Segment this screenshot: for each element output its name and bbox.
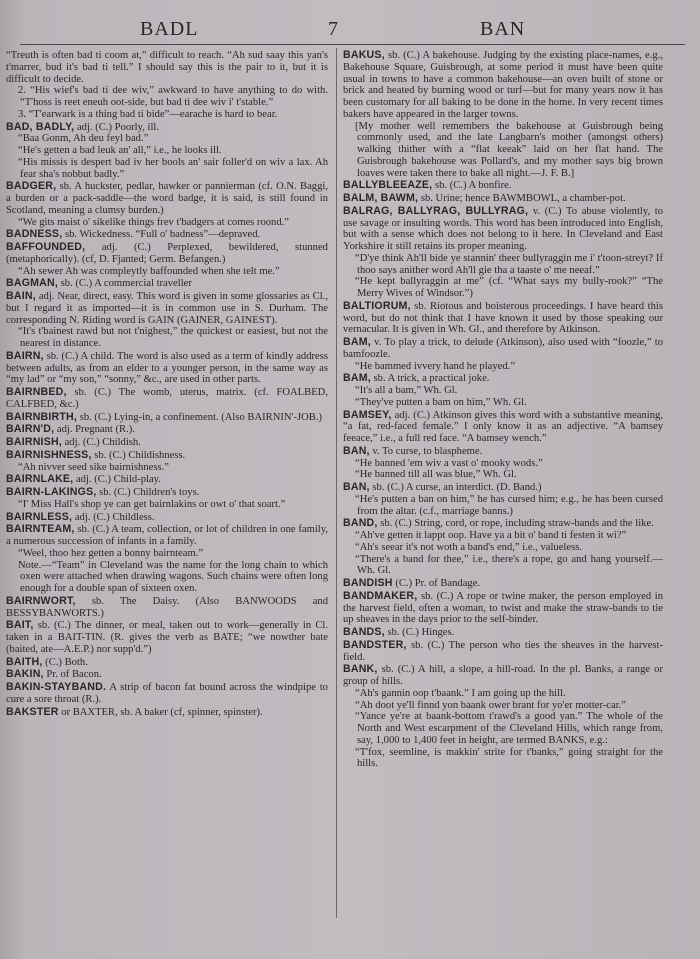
entry-definition: sb. (C.) A bonfire.	[434, 180, 512, 192]
entry-definition: sb. (C.) A rope or twine maker, the person employed in the harvest field, often a woman, to twist and make the straw-bands to tie up sheaves in the days prior to the self-binder.	[343, 590, 663, 626]
dictionary-entry	[6, 229, 328, 241]
entry-first-line	[6, 424, 328, 436]
entry-first-line	[6, 657, 328, 669]
dictionary-entry	[343, 446, 663, 481]
entry-headword: BAIRNISHNESS,	[6, 448, 92, 461]
entry-example: “There's a band for thee,” i.e., there's a rope, go and hang yourself.—Wh. Gl.	[355, 553, 663, 577]
entry-definition: sb. (C.) The dinner, or meal, taken out to work—generally in Cl. taken in a BAIT-TIN. (R. gives the verb as BATE; “we nowther bate (baited, ate—A.E.P.) nor supp'd.”)	[6, 620, 328, 655]
dictionary-entry	[6, 412, 328, 424]
dictionary-entry	[6, 291, 328, 350]
entry-headword: BADGER,	[6, 180, 57, 193]
page-number: 7	[328, 18, 338, 40]
entry-definition: sb. Urine; hence BAWMBOWL, a chamber-pot.	[420, 193, 626, 204]
dictionary-entry	[6, 657, 328, 669]
entry-definition: adj. (C.) Child-play.	[75, 474, 161, 486]
entry-first-line	[343, 591, 663, 626]
entry-definition: sb. The Daisy. (Also BANWOODS and BESSYBANWORTS.)	[6, 595, 329, 619]
dictionary-entry	[6, 474, 328, 486]
entry-headword: BAN,	[343, 481, 370, 493]
entry-first-line	[6, 351, 328, 386]
dictionary-entry	[6, 707, 328, 719]
dictionary-entry	[343, 373, 663, 408]
entry-first-line	[343, 193, 663, 205]
entry-example: “Ah've getten it lappt oop. Have ya a bit o' band ti festen it wi?”	[355, 530, 627, 541]
entry-definition: adj. (C.) Atkinson gives this word with a substantive meaning, “a fat, red-faced female.” I only know it as an adjective. “A bamsey feeace,” i.e., a full red face. “A bamsey wench.”	[343, 409, 663, 444]
entry-definition: adj. Near, direct, easy. This word is given in some glossaries as Cl., but I regard it as imported—it is in common use in S. Durham. The corresponding N. Riding word is GAIN (GAINER, GAINEST).	[6, 291, 328, 326]
dictionary-entry	[343, 640, 663, 664]
entry-first-line	[6, 512, 328, 524]
entry-example: “Weel, thoo hez getten a bonny bairnteam.”	[18, 547, 204, 559]
entry-first-line	[6, 487, 328, 499]
dictionary-entry	[6, 181, 328, 228]
entry-example: “He's getten a bad leuk an' all,” i.e., he looks ill.	[18, 145, 222, 156]
dictionary-entry	[6, 512, 328, 524]
entry-first-line	[6, 291, 328, 326]
dictionary-entry	[343, 337, 663, 372]
entry-headword: BALRAG, BALLYRAG, BULLYRAG,	[343, 204, 529, 217]
dictionary-entry	[6, 596, 328, 620]
dictionary-entry	[343, 482, 663, 517]
dictionary-entry	[6, 387, 328, 411]
entry-headword: BAIT,	[6, 619, 34, 632]
entry-first-line	[6, 122, 328, 134]
entry-first-line	[6, 474, 328, 486]
entry-headword: BAIRNLESS,	[6, 510, 73, 523]
dictionary-entry	[6, 278, 328, 290]
entry-headword: BANDMAKER,	[343, 589, 418, 602]
entry-definition: Pr. of Bacon.	[46, 669, 102, 681]
entry-example: “Ah doot ye'll finnd yon baank ower brant for yo'er motter-car.”	[355, 699, 627, 711]
dictionary-entry	[343, 180, 663, 192]
entry-definition: (C.) Both.	[45, 656, 88, 668]
entry-headword: BAIRNTEAM,	[6, 523, 75, 536]
entry-definition: adj. (C.) Childless.	[74, 511, 155, 523]
entry-example: “Ah's seear it's not woth a band's end,” i.e., valueless.	[355, 541, 582, 553]
entry-first-line	[6, 669, 328, 681]
dictionary-entry	[6, 524, 328, 595]
entry-definition: sb. (C.) A commercial traveller	[60, 278, 192, 290]
entry-first-line	[6, 450, 328, 462]
entry-headword: BAM,	[343, 336, 371, 348]
entry-example: “He bammed ivvery hand he played.”	[355, 360, 516, 372]
entry-definition: “Treuth is often bad ti coom at,” difficult to reach. “Ah sud saay this yan's t'marrer, bud it's bad ti tell.” I should say this is the pair to it, but it is difficult to decide.	[6, 50, 328, 85]
entry-definition: sb. Wickedness. “Full o' badness”—depraved.	[65, 229, 261, 241]
entry-example: “Ah sewer Ah was compleytly baffounded when she telt me.”	[18, 265, 280, 277]
entry-first-line	[343, 482, 663, 494]
entry-definition: sb. (C.) A bakehouse. Judging by the existing place-names, e.g., Bakehouse Square, Guisbrough, at some period it must have been quite usual in towns to have a common bakehouse—an oven built of stone or brick and heated by burning wood or turf—but for many years now it has been customary for all baking to be done in the home. In very recent times bakers have appeared in the larger towns.	[343, 50, 663, 120]
entry-first-line	[343, 640, 663, 664]
dictionary-entry	[343, 591, 663, 626]
column-divider	[336, 48, 337, 918]
entry-definition: adj. (C.) Perplexed, bewildered, stunned (metaphorically). (cf, D. Fjanted; Germ. Befangen.)	[6, 242, 328, 265]
entry-example: “Ah's gannin oop t'baank.” I am going up the hill.	[355, 687, 566, 699]
entry-first-line	[343, 410, 663, 445]
dictionary-entry	[343, 193, 663, 205]
entry-example: “I' Miss Hall's shop ye can get bairnlakins or owt o' that soart.”	[18, 498, 286, 510]
entry-definition: sb. (C.) The womb, uterus, matrix. (cf. FOALBED, CALFBED, &c.)	[6, 387, 328, 410]
entry-definition: (C.) Pr. of Bandage.	[395, 578, 481, 589]
entry-definition: sb. (C.) Childishness.	[94, 449, 186, 461]
entry-first-line	[6, 620, 328, 655]
entry-headword: BAIRN,	[6, 349, 44, 362]
dictionary-entry	[6, 437, 328, 449]
dictionary-entry	[343, 578, 663, 590]
dictionary-entry	[343, 410, 663, 445]
entry-first-line	[6, 437, 328, 449]
entry-definition: sb. (C.) Hinges.	[387, 627, 455, 638]
entry-headword: BAIRNLAKE,	[6, 473, 74, 486]
entry-example: “His missis is despert bad iv her bools an' sair foller'd on wiv a lax. Ah fear sha's nobbut badly.”	[18, 156, 328, 180]
dictionary-entry	[343, 301, 663, 336]
entry-definition: adj. (C.) Childish.	[64, 437, 141, 448]
entry-headword: BALM, BAWM,	[343, 192, 419, 204]
entry-first-line	[343, 301, 663, 336]
entry-headword: BAFFOUNDED,	[6, 241, 86, 253]
entry-example: 2. “His wief's bad ti dee wiv,” awkward to have anything to do with. “T'hoss is reet eneuh oot-side, but bad ti dee wiv i' t'stable.”	[18, 85, 328, 108]
entry-headword: BAIRN'D,	[6, 423, 55, 436]
entry-example: “They've putten a bam on him,” Wh. Gl.	[355, 396, 527, 408]
entry-example: “He kept ballyraggin at me” (cf. “What says my bully-rook?” “The Merry Wives of Windsor.”)	[355, 276, 663, 299]
left-column	[6, 50, 328, 719]
dictionary-entry	[6, 50, 328, 121]
dictionary-entry	[6, 351, 328, 386]
entry-first-line	[6, 707, 328, 719]
entry-headword: BAITH,	[6, 655, 43, 668]
entry-definition: v. To curse, to blaspheme.	[372, 445, 483, 457]
entry-definition: v. (C.) To abuse violently, to use savage or insulting words. This word has been introduced into English, but with a sense which does not belong to it here. In Cleveland and East Yorkshire it still retains its proper meaning.	[343, 205, 663, 252]
entry-first-line	[6, 596, 328, 620]
entry-headword: BAIN,	[6, 290, 36, 302]
entry-headword: BAIRNBED,	[6, 386, 67, 398]
entry-first-line	[343, 664, 663, 688]
entry-example: “Yance ye're at baank-bottom t'rawd's a good yan.” The whole of the North and West escarpment of the Cleveland Hills, which range from, say, 1,000 to 1,400 feet in height, are termed BANKS, e.g.:	[355, 711, 663, 746]
entry-headword: BADNESS,	[6, 228, 63, 241]
dictionary-entry	[6, 450, 328, 474]
entry-first-line	[6, 50, 328, 85]
dictionary-entry	[343, 627, 663, 639]
entry-headword: BAIRN-LAKINGS,	[6, 486, 97, 498]
dictionary-entry	[343, 50, 663, 179]
entry-definition: sb. (C.) A team, collection, or lot of children in one family, a numerous succession of infants in a family.	[6, 524, 329, 547]
entry-first-line	[6, 682, 328, 706]
entry-first-line	[343, 373, 663, 385]
dictionary-entry	[343, 206, 663, 300]
page-header	[0, 14, 700, 44]
entry-headword: BAIRNWORT,	[6, 594, 76, 607]
entry-first-line	[6, 242, 328, 266]
entry-definition: sb. (C.) String, cord, or rope, including straw-bands and the like.	[380, 518, 654, 530]
entry-first-line	[6, 278, 328, 290]
entry-first-line	[6, 412, 328, 424]
entry-headword: BALLYBLEEAZE,	[343, 179, 433, 192]
entry-example: “We gits maist o' sikelike things frev t'badgers at comes roond.”	[18, 216, 289, 228]
entry-example: “Ah nivver seed sike bairnishness.”	[18, 461, 169, 473]
entry-headword: BAD, BADLY,	[6, 120, 75, 133]
entry-first-line	[343, 578, 663, 590]
entry-first-line	[6, 387, 328, 411]
entry-headword: BAMSEY,	[343, 408, 392, 421]
entry-example: Note.—“Team” in Cleveland was the name for the long chain to which oxen were attached when drawing wagons. Such chains were often long enough for a double span of sixteen oxen.	[18, 559, 328, 594]
dictionary-entry	[6, 620, 328, 655]
entry-example: “It's t'bainest rawd but not t'nighest,” the quickest or easiest, but not the nearest in distance.	[18, 326, 328, 349]
entry-definition: adj. Pregnant (R.).	[56, 424, 135, 436]
entry-definition: sb. Riotous and boisterous proceedings. I have heard this word, but do not think that I have known it used by those speaking our vernacular. It is given in Wh. Gl., and therefore by Atkinson.	[343, 300, 663, 336]
entry-definition: adj. (C.) Poorly, ill.	[76, 121, 159, 133]
header-rule	[20, 44, 685, 45]
dictionary-entry	[6, 669, 328, 681]
entry-definition: or BAXTER, sb. A baker (cf, spinner, spinster).	[61, 706, 263, 718]
entry-example: “It's all a bam,” Wh. Gl.	[355, 385, 458, 396]
entry-example: “He banned till all was blue,” Wh. Gl.	[355, 469, 517, 481]
entry-example: “D'ye think Ah'll bide ye stannin' theer bullyraggin me i' t'toon-streyt? If thoo says anither word Ah'll gie tha a taaste o' me neeaf.”	[355, 252, 663, 276]
entry-headword: BAIRNBIRTH,	[6, 410, 78, 423]
entry-example: “He banned 'em wiv a vast o' mooky wods.”	[355, 457, 543, 469]
entry-headword: BANDISH	[343, 577, 393, 589]
entry-headword: BANDSTER,	[343, 638, 407, 651]
entry-first-line	[343, 446, 663, 458]
entry-headword: BAGMAN,	[6, 277, 59, 290]
entry-definition: sb. (C.) The person who ties the sheaves in the harvest-field.	[343, 639, 663, 663]
entry-first-line	[6, 181, 328, 216]
entry-example: [My mother well remembers the bakehouse at Guisbrough being commonly used, and the late Langbarn's mother (amongst others) walking thither with a “flat keeak” laid on her flat hand. The Guisbrough bakehouse was Pollard's, and my mother says big brown loaves were taken there to bake all night.—J. F. B.]	[355, 120, 663, 179]
dictionary-entry	[343, 664, 663, 770]
entry-definition: A strip of bacon fat bound across the windpipe to cure a sore throat (R.).	[6, 682, 328, 705]
entry-definition: sb. (C.) A child. The word is also used as a term of kindly address between adults, as from an elder to a younger person, in the same way as “my lad” or “my son,” “sonny,” &c., are used in other parts.	[6, 350, 329, 386]
entry-headword: BAKIN-STAYBAND.	[6, 681, 107, 693]
entry-headword: BAKIN,	[6, 668, 44, 681]
entry-first-line	[343, 337, 663, 361]
entry-headword: BANDS,	[343, 626, 385, 638]
entry-first-line	[343, 50, 663, 121]
entry-definition: v. To play a trick, to delude (Atkinson), also used with “foozle,” to bamfoozle.	[343, 337, 663, 360]
entry-example: “He's putten a ban on him,” he has cursed him; e.g., he has been cursed from the altar. (c.f., marriage banns.)	[355, 493, 663, 517]
entry-definition: sb. (C.) Lying-in, a confinement. (Also BAIRNIN'-JOB.)	[79, 411, 323, 423]
entry-first-line	[6, 524, 328, 548]
entry-definition: sb. (C.) A curse, an interdict. (D. Band.)	[372, 482, 542, 493]
entry-definition: sb. (C.) A hill, a slope, a hill-road. In the pl. Banks, a range or group of hills.	[343, 664, 663, 687]
dictionary-entry	[6, 487, 328, 511]
entry-definition: sb. A huckster, pedlar, hawker or pannierman (cf. O.N. Baggi, a burden or a pack-saddle—the word badge, it is said, is still found in Scotland, meaning a clumsy burden.)	[6, 181, 328, 216]
right-running-headword: BAN	[480, 18, 526, 40]
dictionary-entry	[6, 682, 328, 706]
entry-example: “Baa Gonm, Ah deu feyl bad.”	[18, 133, 149, 145]
dictionary-entry	[343, 518, 663, 577]
entry-first-line	[6, 229, 328, 241]
entry-first-line	[343, 627, 663, 639]
dictionary-entry	[6, 424, 328, 436]
entry-headword: BAKUS,	[343, 49, 385, 61]
entry-first-line	[343, 180, 663, 192]
dictionary-entry	[6, 122, 328, 181]
dictionary-entry	[6, 242, 328, 277]
entry-headword: BAIRNISH,	[6, 436, 62, 448]
entry-headword: BANK,	[343, 663, 378, 676]
entry-example: 3. “T'earwark is a thing bad ti bide”—earache is hard to bear.	[18, 108, 278, 120]
entry-headword: BAM,	[343, 372, 371, 385]
entry-headword: BAN,	[343, 444, 370, 457]
entry-first-line	[343, 518, 663, 530]
right-column	[343, 50, 663, 771]
entry-headword: BALTIORUM,	[343, 299, 411, 312]
entry-first-line	[343, 206, 663, 253]
entry-definition: sb. (C.) Children's toys.	[99, 487, 200, 498]
left-running-headword: BADL	[140, 18, 199, 40]
entry-example: “T'fox, seemline, is makkin' strite for t'banks,” going straight for the hills.	[355, 746, 663, 770]
entry-headword: BAND,	[343, 517, 378, 530]
entry-headword: BAKSTER	[6, 705, 59, 718]
entry-definition: sb. A trick, a practical joke.	[373, 373, 490, 385]
